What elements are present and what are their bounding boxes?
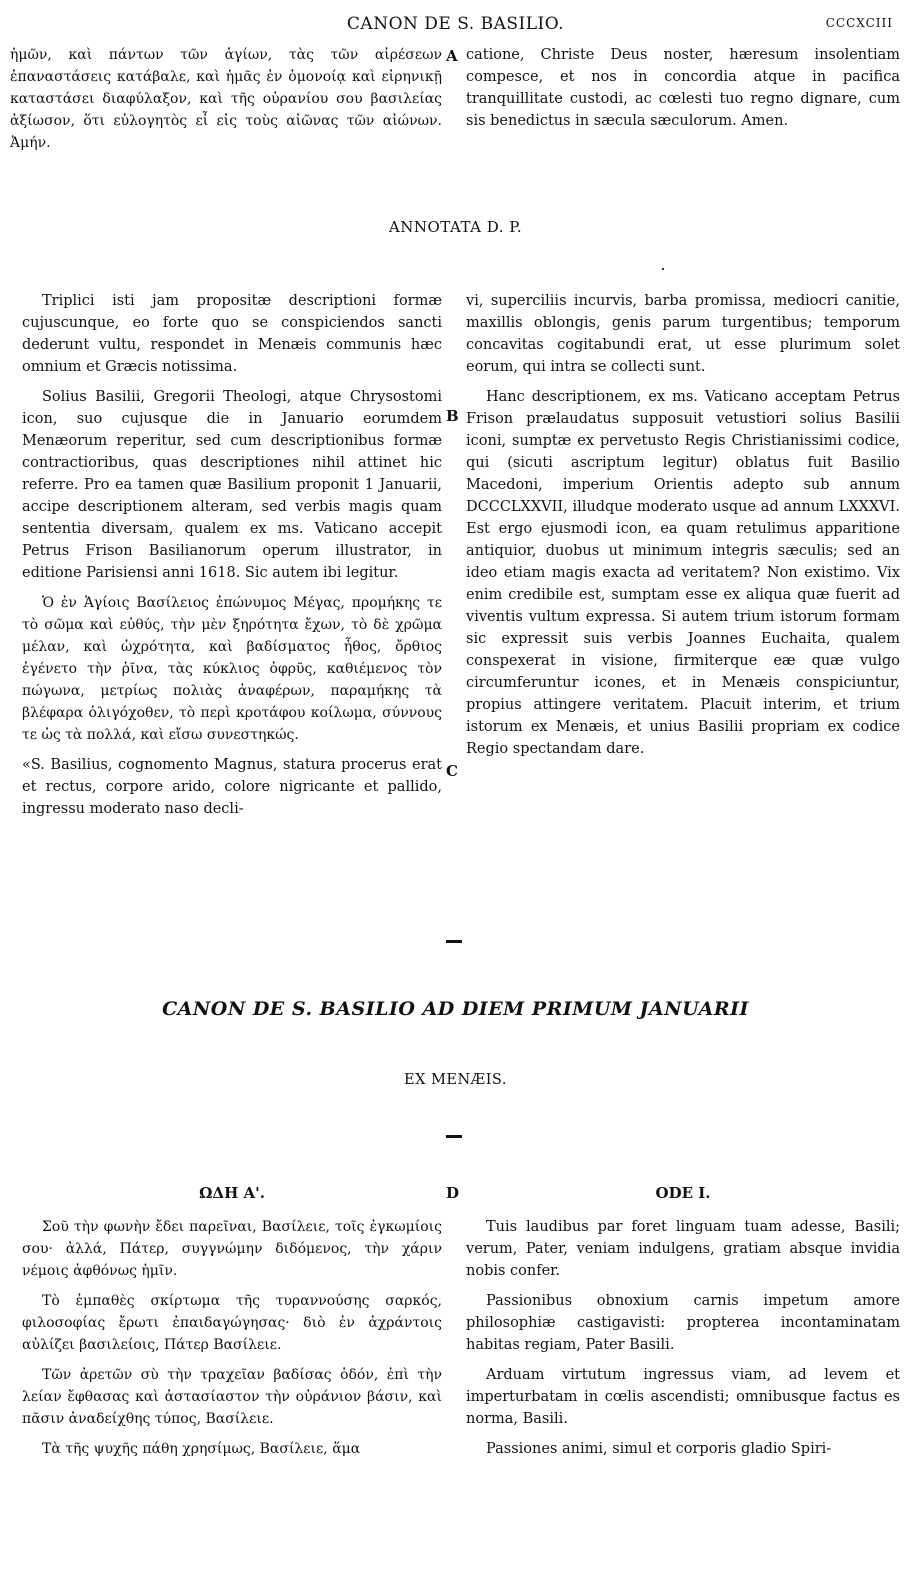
top-greek-column — [10, 44, 442, 162]
section-divider — [446, 940, 462, 943]
ode-latin-stanza: Passionibus obnoxium carnis impetum amore philosophiæ castigavisti: propterea incontaminatam habitas regiam, Pater Basili. — [466, 1293, 900, 1353]
canon-heading: CANON DE S. BASILIO AD DIEM PRIMUM JANUARII — [162, 998, 749, 1020]
annotata-heading: ANNOTATA D. P. — [388, 218, 523, 236]
ode-greek-column — [22, 1216, 442, 1468]
margin-letter-a: A — [446, 47, 458, 65]
ink-speck — [662, 268, 664, 270]
ode-greek-heading: ΩΔΗ Α'. — [199, 1184, 265, 1202]
annotata-paragraph: vi, superciliis incurvis, barba promissa, mediocri canitie, maxillis oblongis, genis parum turgentibus; temporum concavitas cogitabundi erat, ut esse plurimum solet eorum, qui intra se collecti sunt. — [466, 293, 900, 375]
annotata-right-column — [466, 290, 900, 768]
ode-greek-stanza: Σοῦ τὴν φωνὴν ἔδει παρεῖναι, Βασίλειε, τοῖς ἐγκωμίοις σου· ἀλλά, Πάτερ, συγγνώμην διδόμενος, τὴν χάριν νέμοις ἀφθόνως ἡμῖν. — [22, 1219, 442, 1279]
top-greek-text: ἡμῶν, καὶ πάντων τῶν ἁγίων, τὰς τῶν αἱρέσεων ἐπαναστάσεις κατάβαλε, καὶ ἡμᾶς ἐν ὁμονοίᾳ καὶ εἰρηνικῇ καταστάσει διαφύλαξον, καὶ τῆς οὐρανίου σου βασιλείας ἀξίωσον, ὅτι εὐλογητὸς εἶ εἰς τοὺς αἰῶνας τῶν αἰώνων. Ἀμήν. — [10, 47, 442, 151]
top-latin-column — [466, 44, 900, 140]
margin-letter-b: B — [446, 407, 459, 425]
annotata-paragraph: «S. Basilius, cognomento Magnus, statura procerus erat et rectus, corpore arido, colore nigricante et pallido, ingressu moderato naso decli- — [22, 757, 442, 817]
margin-letter-c: C — [446, 762, 458, 780]
ode-latin-column — [466, 1216, 900, 1468]
section-divider — [446, 1135, 462, 1138]
margin-letter-d: D — [446, 1184, 460, 1202]
ode-greek-stanza: Τὰ τῆς ψυχῆς πάθη χρησίμως, Βασίλειε, ἅμα — [42, 1441, 361, 1457]
annotata-left-column — [22, 290, 442, 828]
annotata-paragraph: Triplici isti jam propositæ descriptioni formæ cujuscunque, eo forte quo se conspiciendos sancti dederunt vultu, respondet in Menæis communis hæc omnium et Græcis notissima. — [22, 293, 442, 375]
annotata-greek-paragraph: Ὁ ἐν Ἁγίοις Βασίλειος ἐπώνυμος Μέγας, προμήκης τε τὸ σῶμα καὶ εὐθύς, τὴν μὲν ξηρότητα ἔχων, τὸ δὲ χρῶμα μέλαν, καὶ ὠχρότητα, καὶ βαδίσματος ἦθος, ὄρθιος ἐγένετο τὴν ῥῖνα, τὰς κύκλιος ὀφρῦς, καθιέμενος τὸν πώγωνα, μετρίως πολιὰς ἀναφέρων, παραμήκης τὰ βλέφαρα ὀλιγόχοθεν, τὸ περὶ κροτάφου κοίλωμα, σύννους τε ὡς τὰ πολλά, καὶ εἴσω συνεστηκώς. — [22, 595, 442, 743]
ode-greek-stanza: Τῶν ἀρετῶν σὺ τὴν τραχεῖαν βαδίσας ὁδόν, ἐπὶ τὴν λείαν ἔφθασας καὶ ἀστασίαστον τὴν οὐράνιον βάσιν, καὶ πᾶσιν ἀναδείχθης τύπος, Βασίλειε. — [22, 1367, 442, 1427]
ode-latin-heading: ODE I. — [655, 1184, 711, 1202]
ode-greek-stanza: Τὸ ἐμπαθὲς σκίρτωμα τῆς τυραννούσης σαρκός, φιλοσοφίας ἔρωτι ἐπαιδαγώγησας· διὸ ἐν ἀχράντοις αὐλίζει βασιλείοις, Πάτερ Βασίλειε. — [22, 1293, 442, 1353]
ex-menaeis-heading: EX MENÆIS. — [404, 1072, 507, 1088]
annotata-paragraph: Hanc descriptionem, ex ms. Vaticano acceptam Petrus Frison prælaudatus supposuit vetustiori solius Basilii iconi, sumptæ ex pervetusto Regis Christianissimi codice, qui (sicuti ascriptum legitur) oblatus fuit Basilio Macedoni, imperium Orientis adepto sub annum DCCCLXXVII, illudque moderato usque ad annum LXXXVI. Est ergo ejusmodi icon, ea quam retulimus apparitione antiquior, duobus ut minimum integris sæculis; sed an ideo etiam magis exacta ad veritatem? Non existimo. Vix enim credibile est, sumptam esse ex aliqua quæ fuerit ad viventis vultum expressa. Si autem trium istorum formam sic expressit suis verbis Joannes Euchaita, qualem conspexerat in visione, firmiterque eæ quæ vulgo circumferuntur icones, et in Menæis conspiciuntur, propius attingere veritatem. Placuit interim, et trium istorum ex Menæis, et unius Basilii propriam ex codice Regio spectandam dare. — [466, 389, 900, 757]
ode-latin-stanza: Tuis laudibus par foret linguam tuam adesse, Basili; verum, Pater, veniam indulgens, gratiam absque invidia nobis confer. — [466, 1219, 900, 1279]
ode-latin-stanza: Passiones animi, simul et corporis gladio Spiri- — [486, 1441, 832, 1457]
page-number: CCCXCIII — [825, 16, 893, 30]
annotata-paragraph: Solius Basilii, Gregorii Theologi, atque Chrysostomi icon, suo cujusque die in Januario eorumdem Menæorum reperitur, sed cum descriptionibus formæ contractioribus, quas descriptiones nihil attinet hic referre. Pro ea tamen quæ Basilium proponit 1 Januarii, accipe descriptionem alteram, sed verbis magis quam sententia diversam, qualem ex ms. Vaticano accepit Petrus Frison Basilianorum operum illustrator, in editione Parisiensi anni 1618. Sic autem ibi legitur. — [22, 389, 442, 581]
top-latin-text: catione, Christe Deus noster, hæresum insolentiam compesce, et nos in concordia atque in pacifica tranquillitate custodi, ac cœlesti tuo regno dignare, cum sis benedictus in sæcula sæculorum. Amen. — [466, 47, 900, 129]
ode-latin-stanza: Arduam virtutum ingressus viam, ad levem et imperturbatam in cœlis ascendisti; omnibusque factus es norma, Basili. — [466, 1367, 900, 1427]
running-head — [0, 14, 911, 38]
page-title: CANON DE S. BASILIO. — [346, 14, 565, 34]
